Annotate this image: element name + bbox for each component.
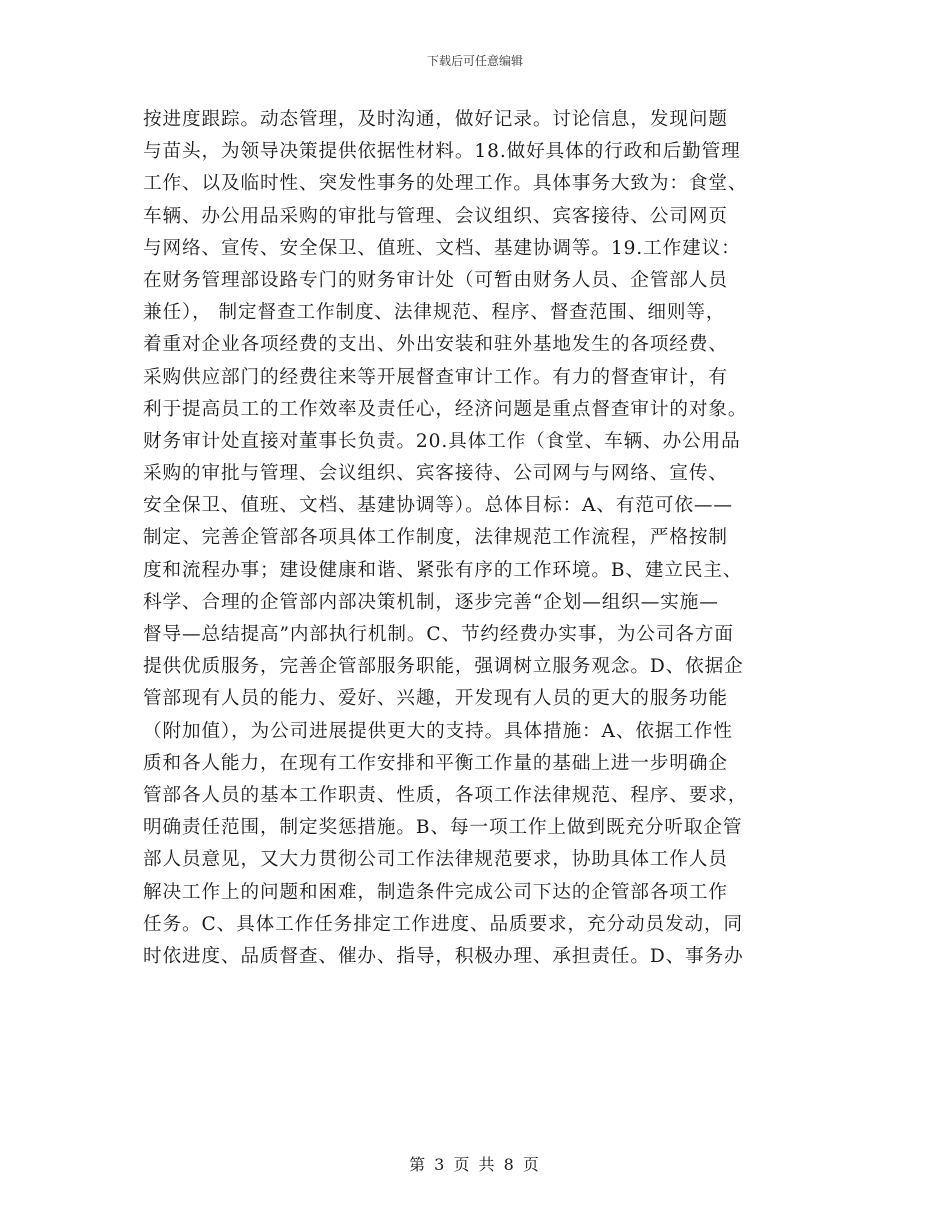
body-text-line: 任务。C、具体工作任务排定工作进度、品质要求，充分动员发动，同 (143, 913, 743, 935)
body-text-line: 明确责任范围，制定奖惩措施。B、每一项工作上做到既充分听取企管 (143, 817, 743, 839)
body-text-line: 着重对企业各项经费的支出、外出安装和驻外基地发生的各项经费、 (143, 334, 728, 356)
page-number-footer: 第 3 页 共 8 页 (409, 1155, 541, 1174)
body-text-line: 兼任）， 制定督查工作制度、法律规范、程序、督查范围、细则等， (143, 302, 726, 324)
body-text-line: 解决工作上的问题和困难，制造条件完成公司下达的企管部各项工作 (143, 881, 728, 903)
body-text-line: 利于提高员工的工作效率及责任心，经济问题是重点督查审计的对象。 (143, 398, 748, 420)
body-text-line: 在财务管理部设路专门的财务审计处（可暂由财务人员、企管部人员 (143, 269, 728, 291)
document-body (143, 104, 807, 973)
body-text-line: 管部各人员的基本工作职责、性质，各项工作法律规范、程序、要求， (143, 784, 748, 806)
body-text-line: 按进度跟踪。动态管理，及时沟通，做好记录。讨论信息，发现问题 (143, 109, 728, 130)
body-text-line: 工作、以及临时性、突发性事务的处理工作。具体事务大致为：食堂、 (143, 173, 748, 195)
body-text-line: 车辆、办公用品采购的审批与管理、会议组织、宾客接待、公司网页 (143, 205, 728, 227)
body-text-line: 质和各人能力，在现有工作安排和平衡工作量的基础上进一步明确企 (143, 752, 728, 774)
body-text-line: 管部现有人员的能力、爱好、兴趣，开发现有人员的更大的服务功能 (143, 688, 728, 710)
body-text-line: 与苗头，为领导决策提供依据性材料。18.做好具体的行政和后勤管理 (143, 141, 741, 163)
body-text-line: 提供优质服务，完善企管部服务职能，强调树立服务观念。D、依据企 (143, 656, 744, 678)
body-text-line: 财务审计处直接对董事长负责。20.具体工作（食堂、车辆、办公用品 (143, 430, 741, 452)
body-text-line: 科学、合理的企管部内部决策机制，逐步完善“企划—组织—实施— (143, 591, 719, 613)
body-text-line: 采购供应部门的经费往来等开展督查审计工作。有力的督查审计，有 (143, 366, 728, 388)
body-text-line: 与网络、宣传、安全保卫、值班、文档、基建协调等。19.工作建议： (143, 237, 741, 259)
body-text-line: 督导—总结提高”内部执行机制。C、节约经费办实事，为公司各方面 (143, 624, 734, 645)
body-text-line: 度和流程办事；建设健康和谐、紧张有序的工作环境。B、建立民主、 (143, 559, 743, 581)
body-text-line: 安全保卫、值班、文档、基建协调等）。总体目标：A、有范可依—— (143, 495, 733, 517)
body-text-line: 时依进度、品质督查、催办、指导，积极办理、承担责任。D、事务办 (143, 945, 744, 967)
body-text-line: 部人员意见，又大力贯彻公司工作法律规范要求，协助具体工作人员 (143, 849, 728, 871)
body-text-line: 采购的审批与管理、会议组织、宾客接待、公司网与与网络、宣传、 (143, 463, 728, 485)
body-text-line: （附加值），为公司进展提供更大的支持。具体措施：A、依据工作性 (143, 720, 733, 742)
body-text-line: 制定、完善企管部各项具体工作制度，法律规范工作流程，严格按制 (143, 527, 728, 549)
page-header: 下载后可任意编辑 (426, 54, 523, 68)
